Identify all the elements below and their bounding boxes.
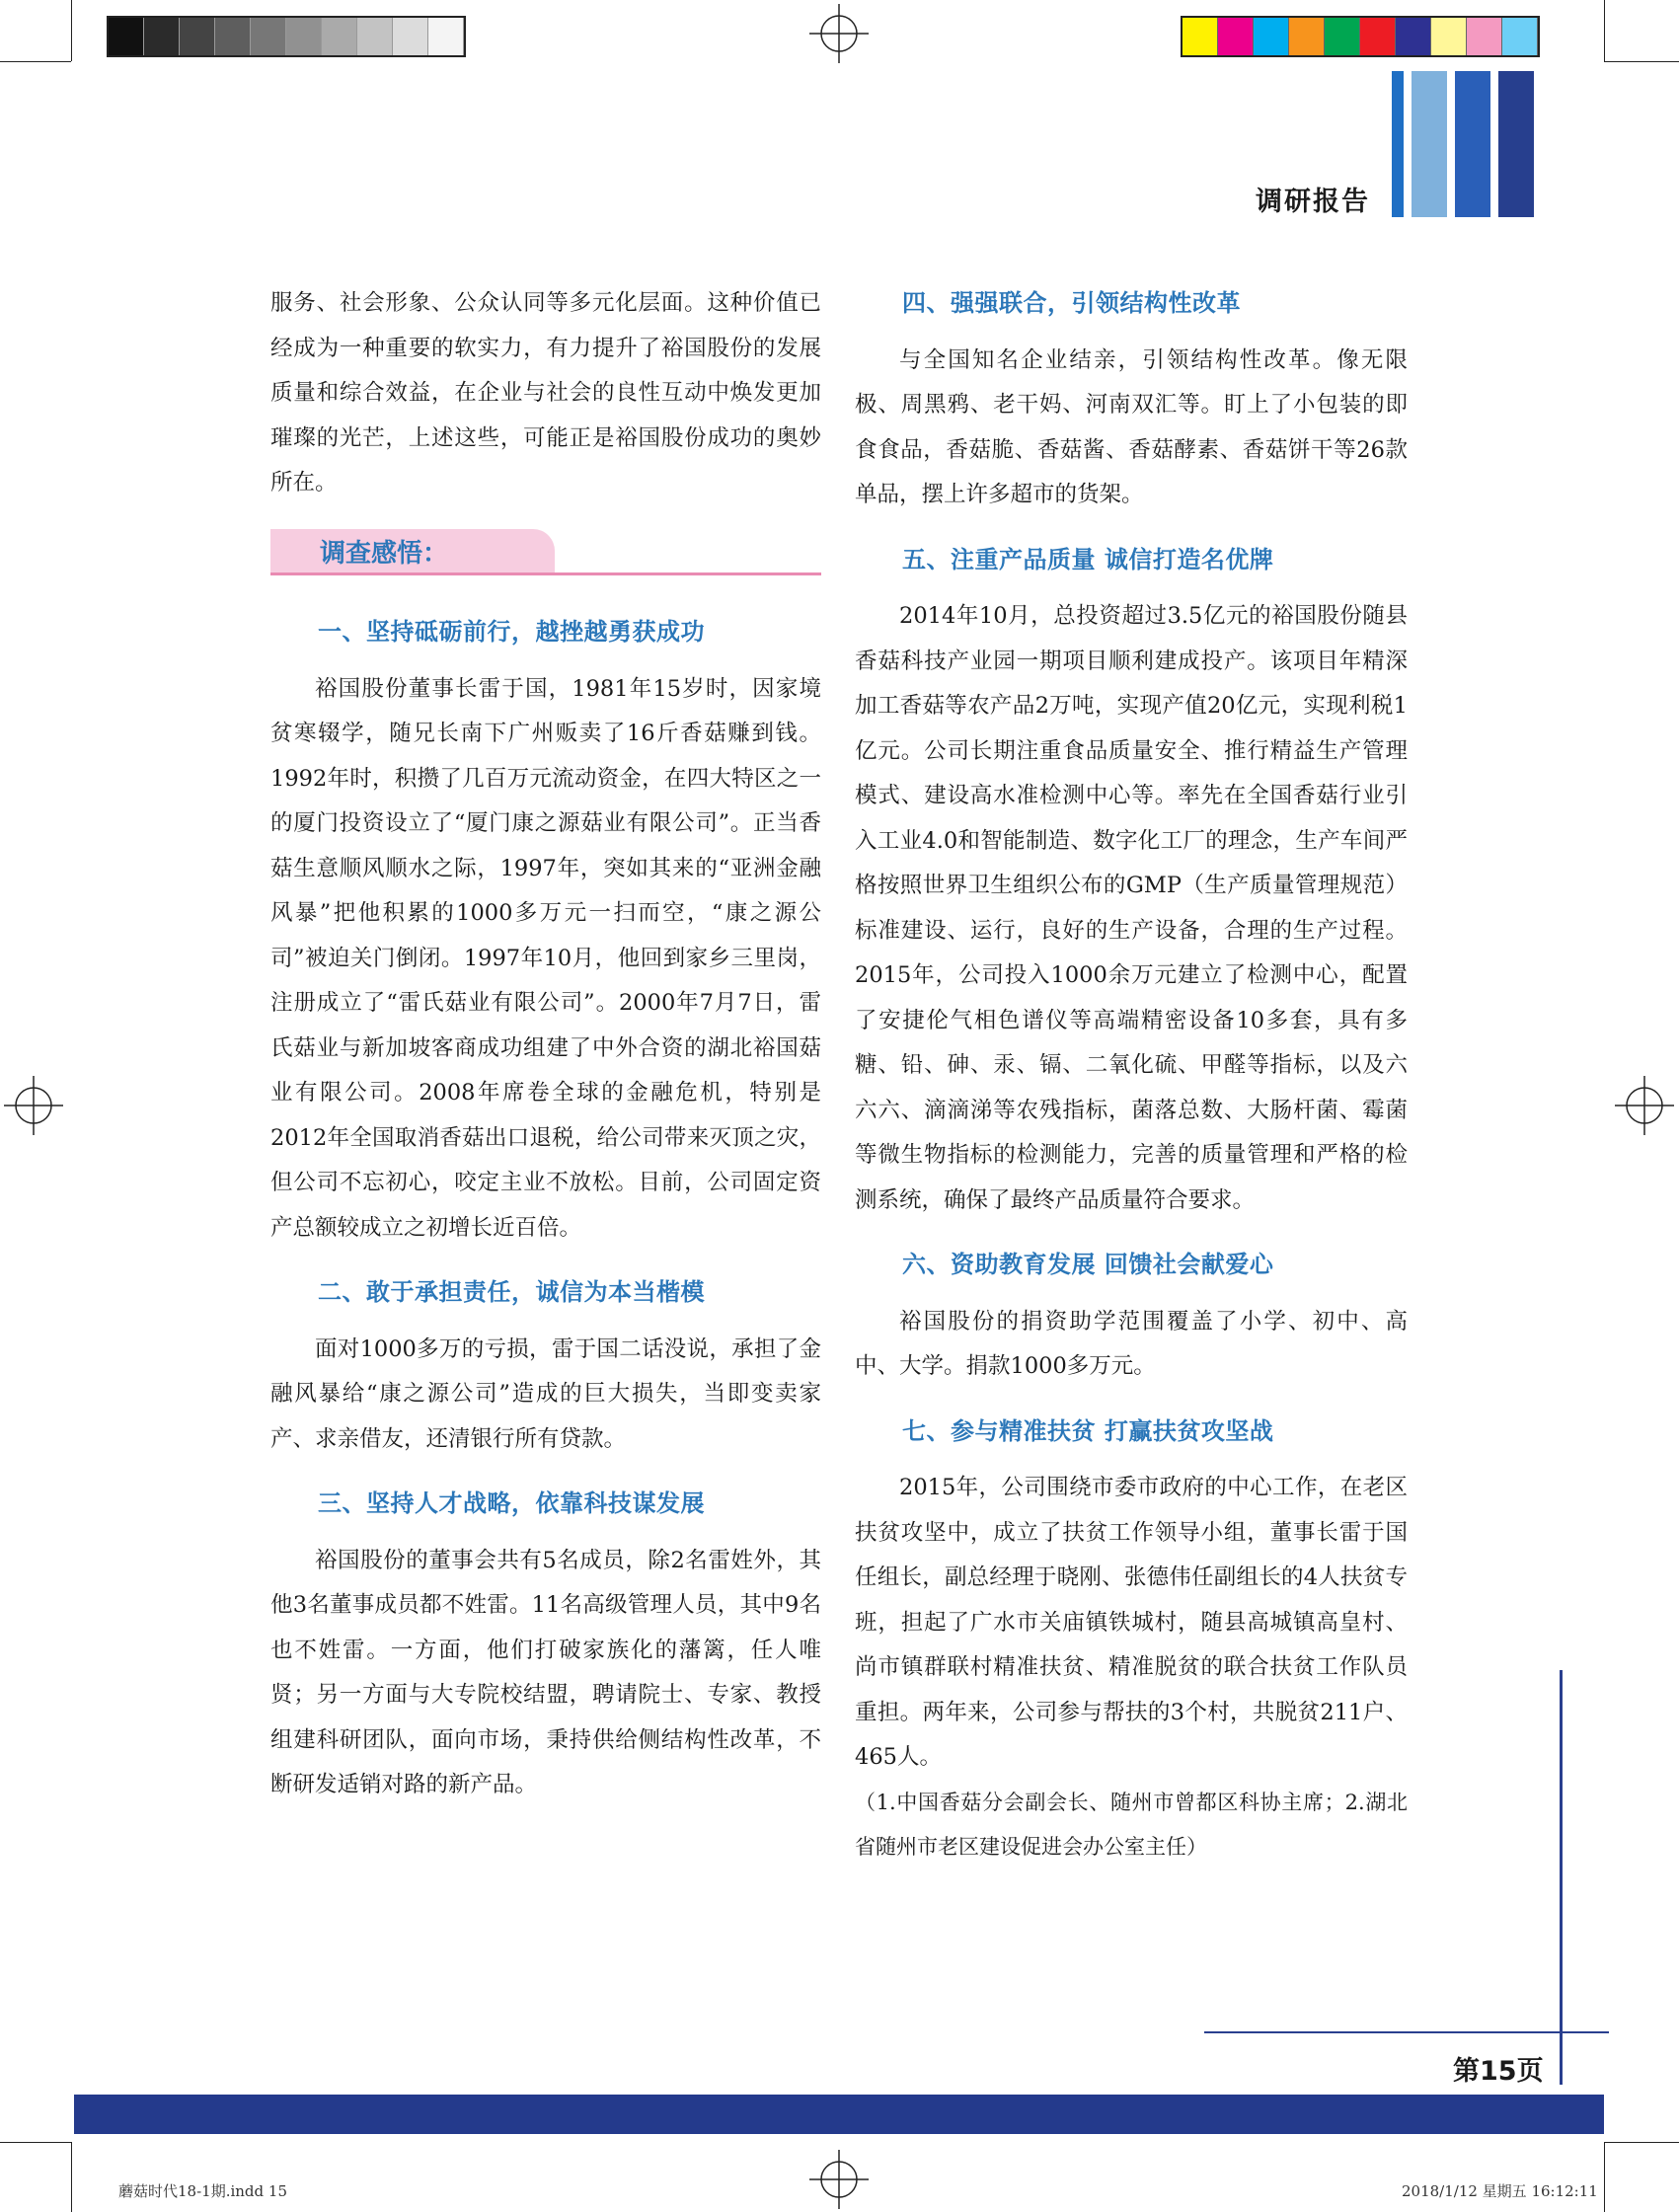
crop-mark xyxy=(1604,61,1679,62)
color-swatch xyxy=(1502,18,1538,55)
section-heading-3: 三、坚持人才战略，依靠科技谋发展 xyxy=(318,1489,705,1517)
author-note: （1.中国香菇分会副会长、随州市曾都区科协主席；2.湖北省随州市老区建设促进会办公室主任） xyxy=(855,1790,1408,1859)
registration-mark-icon xyxy=(1615,1076,1674,1135)
gray-swatch xyxy=(144,18,180,55)
crop-mark xyxy=(0,2142,71,2143)
crop-mark xyxy=(71,0,72,61)
paragraph-2: 面对1000多万的亏损，雷于国二话没说，承担了金融风暴给“康之源公司”造成的巨大损失，当即变卖家产、求亲借友，还清银行所有贷款。 xyxy=(270,1335,821,1452)
registration-mark-icon xyxy=(809,2150,869,2209)
paragraph-4: 与全国知名企业结亲，引领结构性改革。像无限极、周黑鸦、老干妈、河南双汇等。盯上了小包装的即食食品，香菇脆、香菇酱、香菇酵素、香菇饼干等26款单品，摆上许多超市的货架。 xyxy=(855,346,1408,507)
header-bar xyxy=(1392,71,1404,217)
color-swatch xyxy=(1289,18,1325,55)
section-label: 调研报告 xyxy=(1256,187,1370,217)
color-swatch xyxy=(1254,18,1289,55)
left-column xyxy=(270,281,821,506)
paragraph-1: 裕国股份董事长雷于国，1981年15岁时，因家境贫寒辍学，随兄长南下广州贩卖了16斤香菇赚到钱。1992年时，积攒了几百万元流动资金，在四大特区之一的厦门投资设立了“厦门康之源菇业有限公司”。正当香菇生意顺风顺水之际，1997年，突如其来的“亚洲金融风暴”把他积累的1000多万元一扫而空，“康之源公司”被迫关门倒闭。1997年10月，他回到家乡三里岗，注册成立了“雷氏菇业有限公司”。2000年7月7日，雷氏菇业与新加坡客商成功组建了中外合资的湖北裕国菇业有限公司。2008年席卷全球的金融危机，特别是2012年全国取消香菇出口退税，给公司带来灭顶之灾，但公司不忘初心，咬定主业不放松。目前，公司固定资产总额较成立之初增长近百倍。 xyxy=(270,675,821,1241)
section-heading-1: 一、坚持砥砺前行，越挫越勇获成功 xyxy=(318,618,705,646)
paragraph-6: 裕国股份的捐资助学范围覆盖了小学、初中、高中、大学。捐款1000多万元。 xyxy=(855,1308,1408,1379)
footer-vertical-rule xyxy=(1560,1670,1563,2085)
header-bar xyxy=(1498,71,1534,217)
color-swatch xyxy=(1360,18,1396,55)
color-swatch xyxy=(1183,18,1218,55)
section-heading-2: 二、敢于承担责任，诚信为本当楷模 xyxy=(318,1278,705,1306)
page-number: 第15页 xyxy=(1453,2056,1544,2087)
banner-label: 调查感悟： xyxy=(320,539,449,569)
paragraph-5: 2014年10月，总投资超过3.5亿元的裕国股份随县香菇科技产业园一期项目顺利建成投产。该项目年精深加工香菇等农产品2万吨，实现产值20亿元，实现利税1亿元。公司长期注重食品质量安全、推行精益生产管理模式、建设高水准检测中心等。率先在全国香菇行业引入工业4.0和智能制造、数字化工厂的理念，生产车间严格按照世界卫生组织公布的GMP（生产质量管理规范）标准建设、运行，良好的生产设备，合理的生产过程。2015年，公司投入1000余万元建立了检测中心，配置了安捷伦气相色谱仪等高端精密设备10多套，具有多糖、铅、砷、汞、镉、二氧化硫、甲醛等指标，以及六六六、滴滴涕等农残指标，菌落总数、大肠杆菌、霉菌等微生物指标的检测能力，完善的质量管理和严格的检测系统，确保了最终产品质量符合要求。 xyxy=(855,603,1408,1213)
right-column xyxy=(855,281,1408,1869)
file-slug: 蘑菇时代18-1期.indd 15 xyxy=(118,2182,287,2200)
gray-swatch xyxy=(180,18,215,55)
print-timestamp: 2018/1/12 星期五 16:12:11 xyxy=(1402,2182,1598,2200)
color-swatch xyxy=(1325,18,1360,55)
paragraph-3: 裕国股份的董事会共有5名成员，除2名雷姓外，其他3名董事成员都不姓雷。11名高级管理人员，其中9名也不姓雷。一方面，他们打破家族化的藩篱，任人唯贤；另一方面与大专院校结盟，聘请院士、专家、教授组建科研团队，面向市场，秉持供给侧结构性改革，不断研发适销对路的新产品。 xyxy=(270,1547,821,1797)
survey-feeling-banner xyxy=(270,529,821,576)
crop-mark xyxy=(1604,2142,1605,2212)
crop-mark xyxy=(1604,2142,1679,2143)
gray-swatch xyxy=(215,18,251,55)
section-heading-7: 七、参与精准扶贫 打赢扶贫攻坚战 xyxy=(902,1416,1274,1445)
gray-swatch xyxy=(286,18,322,55)
color-swatch-bar xyxy=(1181,16,1540,57)
header-bar xyxy=(1455,71,1490,217)
header-bar xyxy=(1412,71,1447,217)
banner-rule xyxy=(270,572,821,575)
registration-mark-icon xyxy=(4,1076,63,1135)
gray-swatch xyxy=(357,18,393,55)
gray-swatch xyxy=(428,18,464,55)
section-heading-5: 五、注重产品质量 诚信打造名优牌 xyxy=(902,545,1274,573)
paragraph-7: 2015年，公司围绕市委市政府的中心工作，在老区扶贫攻坚中，成立了扶贫工作领导小组，董事长雷于国任组长，副总经理于晓刚、张德伟任副组长的4人扶贫专班，担起了广水市关庙镇铁城村，随县高城镇高皇村、尚市镇群联村精准扶贫、精准脱贫的联合扶贫工作队员重担。两年来，公司参与帮扶的3个村，共脱贫211户、465人。 xyxy=(855,1475,1408,1770)
gray-swatch xyxy=(393,18,428,55)
grayscale-swatch-bar xyxy=(107,16,466,57)
section-heading-6: 六、资助教育发展 回馈社会献爱心 xyxy=(902,1251,1274,1278)
section-heading-4: 四、强强联合，引领结构性改革 xyxy=(902,289,1241,317)
left-column-body xyxy=(270,610,821,1808)
color-swatch xyxy=(1396,18,1431,55)
gray-swatch xyxy=(251,18,286,55)
footer-horizontal-rule xyxy=(1204,2031,1609,2033)
color-swatch xyxy=(1467,18,1502,55)
crop-mark xyxy=(1604,0,1605,61)
intro-paragraph: 服务、社会形象、公众认同等多元化层面。这种价值已经成为一种重要的软实力，有力提升了裕国股份的发展质量和综合效益，在企业与社会的良性互动中焕发更加璀璨的光芒，上述这些，可能正是裕国股份成功的奥妙所在。 xyxy=(270,290,821,496)
color-swatch xyxy=(1431,18,1467,55)
crop-mark xyxy=(0,61,71,62)
gray-swatch xyxy=(322,18,357,55)
color-swatch xyxy=(1218,18,1254,55)
header-decor-bars xyxy=(1392,71,1534,217)
footer-band xyxy=(74,2095,1604,2134)
gray-swatch xyxy=(109,18,144,55)
crop-mark xyxy=(71,2142,72,2212)
registration-mark-icon xyxy=(809,4,869,63)
